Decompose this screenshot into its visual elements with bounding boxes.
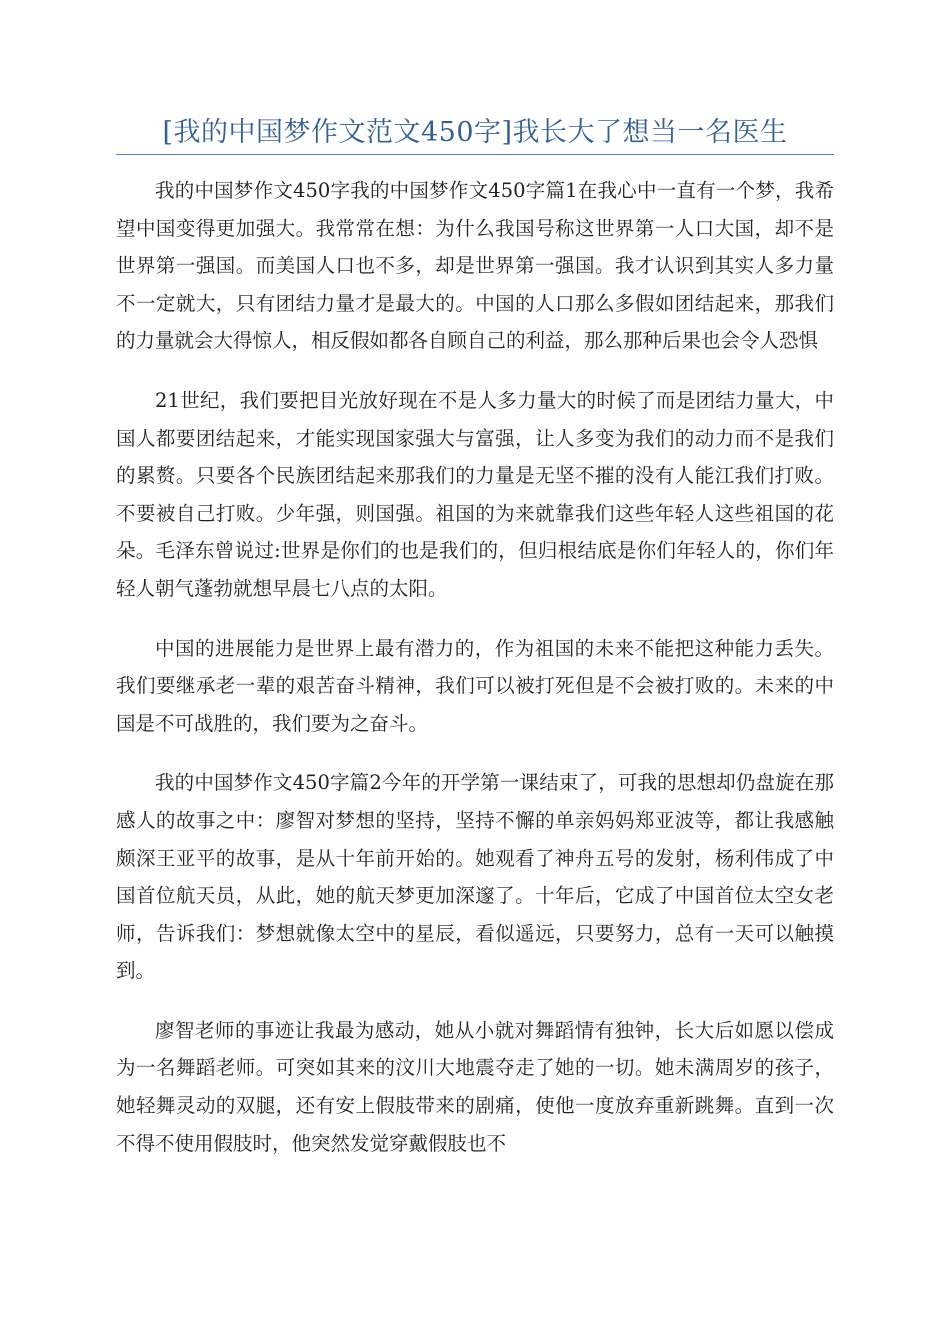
document-body [116, 172, 834, 1184]
paragraph-4: 我的中国梦作文450字篇2今年的开学第一课结束了，可我的思想却仍盘旋在那感人的故事之中：廖智对梦想的坚持，坚持不懈的单亲妈妈郑亚波等，都让我感触颇深王亚平的故事，是从十年前开始的。她观看了神舟五号的发射，杨利伟成了中国首位航天员，从此，她的航天梦更加深邃了。十年后，它成了中国首位太空女老师，告诉我们：梦想就像太空中的星辰，看似遥远，只要努力，总有一天可以触摸到。 [116, 771, 834, 983]
paragraph-3: 中国的进展能力是世界上最有潜力的，作为祖国的未来不能把这种能力丢失。我们要继承老一辈的艰苦奋斗精神，我们可以被打死但是不会被打败的。未来的中国是不可战胜的，我们要为之奋斗。 [116, 636, 834, 735]
paragraph-5: 廖智老师的事迹让我最为感动，她从小就对舞蹈情有独钟，长大后如愿以偿成为一名舞蹈老师。可突如其来的汶川大地震夺走了她的一切。她未满周岁的孩子，她轻舞灵动的双腿，还有安上假肢带来的剧痛，使他一度放弃重新跳舞。直到一次不得不使用假肢时，他突然发觉穿戴假肢也不 [116, 1018, 834, 1155]
paragraph-1: 我的中国梦作文450字我的中国梦作文450字篇1在我心中一直有一个梦，我希望中国变得更加强大。我常常在想：为什么我国号称这世界第一人口大国，却不是世界第一强国。而美国人口也不多，却是世界第一强国。我才认识到其实人多力量不一定就大，只有团结力量才是最大的。中国的人口那么多假如团结起来，那我们的力量就会大得惊人，相反假如都各自顾自己的利益，那么那种后果也会令人恐惧 [116, 179, 834, 353]
document-title: [我的中国梦作文范文450字]我长大了想当一名医生 [116, 112, 834, 155]
paragraph-2: 21世纪，我们要把目光放好现在不是人多力量大的时候了而是团结力量大，中国人都要团结起来，才能实现国家强大与富强，让人多变为我们的动力而不是我们的累赘。只要各个民族团结起来那我们的力量是无坚不摧的没有人能江我们打败。不要被自己打败。少年强，则国强。祖国的为来就靠我们这些年轻人这些祖国的花朵。毛泽东曾说过:世界是你们的也是我们的，但归根结底是你们年轻人的，你们年轻人朝气蓬勃就想早晨七八点的太阳。 [116, 388, 834, 600]
